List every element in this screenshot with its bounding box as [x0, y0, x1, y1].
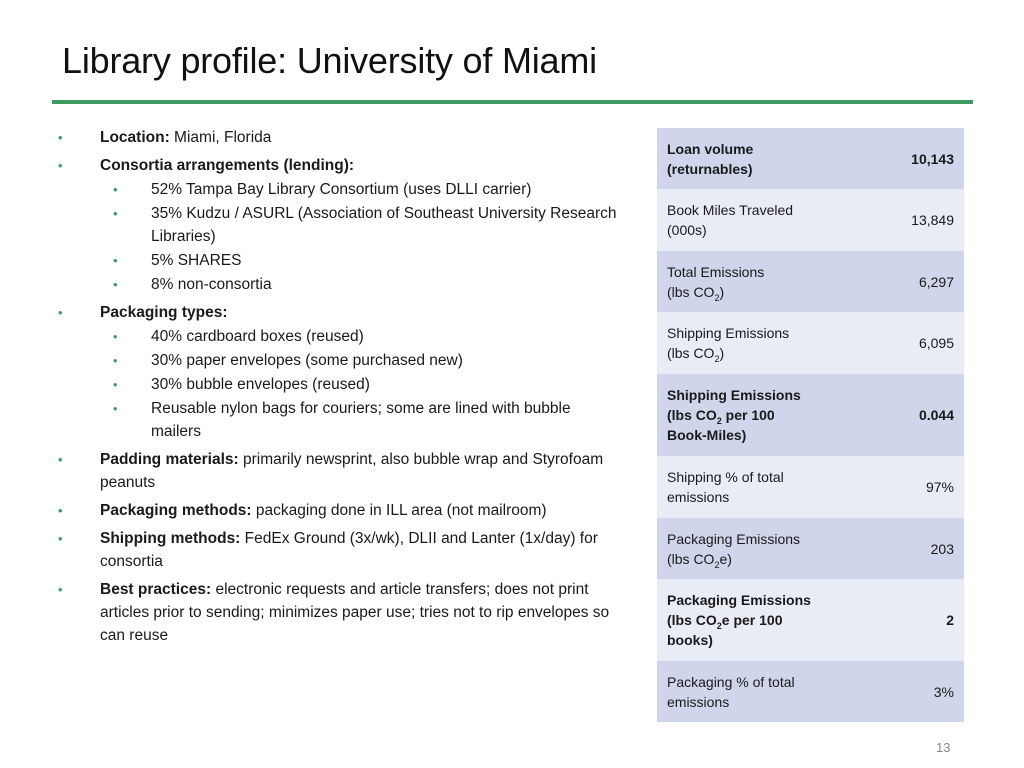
location-label: Location:	[100, 129, 170, 146]
bullet-packaging-methods	[58, 499, 618, 522]
bullet-icon: •	[58, 305, 63, 320]
row-label: Shipping % of total emissions	[667, 469, 784, 505]
sub-bullet-text: 35% Kudzu / ASURL (Association of Southeast University Research Libraries)	[151, 205, 617, 245]
bullet-list	[58, 126, 618, 652]
sub-bullet	[58, 349, 618, 372]
table-row-shipping-pct	[657, 456, 964, 518]
bullet-location	[58, 126, 618, 149]
sub-bullet-text: 30% bubble envelopes (reused)	[151, 376, 370, 393]
sub-bullet	[58, 373, 618, 396]
bullet-icon: •	[58, 130, 63, 145]
sub-bullet-text: 52% Tampa Bay Library Consortium (uses DLLI carrier)	[151, 181, 532, 198]
bullet-icon: •	[113, 353, 118, 368]
best-text: electronic requests and article transfers; does not print articles prior to sending; minimizes paper use; tries not to rip envelopes so can reuse	[100, 581, 610, 644]
row-label: Shipping Emissions (lbs $CO_2$)	[667, 325, 790, 364]
bullet-best-practices	[58, 578, 618, 647]
sub-bullet	[58, 397, 618, 443]
bullet-icon: •	[113, 182, 118, 197]
row-value: 203	[930, 540, 954, 557]
table-row-total-emissions	[657, 251, 964, 312]
padding-label: Padding materials:	[100, 451, 239, 468]
bullet-icon: •	[113, 377, 118, 392]
bullet-consortia-group	[58, 154, 618, 296]
row-value: 10,143	[911, 150, 954, 167]
bullet-icon: •	[58, 582, 63, 597]
methods-label: Packaging methods:	[100, 502, 252, 519]
row-value: 97%	[925, 479, 954, 495]
best-label: Best practices:	[100, 581, 212, 598]
row-value: 6,297	[918, 273, 954, 290]
padding-text: primarily newsprint, also bubble wrap and Styrofoam peanuts	[100, 451, 604, 491]
bullet-packaging-types	[58, 301, 618, 324]
shipping-text: FedEx Ground (3x/wk), DLII and Lanter (1x/day) for consortia	[100, 530, 598, 570]
sub-bullet-text: 5% SHARES	[151, 252, 242, 269]
row-value: 3%	[933, 683, 954, 700]
page-number: 13	[936, 740, 951, 755]
bullet-icon: •	[113, 206, 118, 221]
sub-bullet-text: 40% cardboard boxes (reused)	[151, 328, 364, 345]
row-value: 13,849	[911, 212, 954, 228]
table-row-shipping-emissions	[657, 312, 964, 374]
bullet-icon: •	[58, 531, 63, 546]
table-row-loan-volume	[657, 128, 964, 189]
table-row-packaging-per-100	[657, 579, 964, 661]
row-value: 2	[946, 612, 954, 628]
row-value: 6,095	[918, 335, 954, 351]
bullet-icon: •	[113, 329, 118, 344]
table-row-book-miles	[657, 189, 964, 251]
bullet-padding	[58, 448, 618, 494]
bullet-icon: •	[58, 158, 63, 173]
bullet-icon: •	[113, 277, 118, 292]
bullet-icon: •	[58, 452, 63, 467]
row-label: Shipping Emissions (lbs $CO_2$ per 100 Book-Miles)	[667, 387, 801, 443]
sub-bullet-text: Reusable nylon bags for couriers; some are lined with bubble mailers	[151, 400, 571, 440]
bullet-icon: •	[113, 253, 118, 268]
sub-bullet	[58, 202, 618, 248]
bullet-icon: •	[113, 401, 118, 416]
sub-bullet	[58, 325, 618, 348]
sub-bullet	[58, 178, 618, 201]
table-row-shipping-per-100	[657, 374, 964, 456]
sub-bullet	[58, 249, 618, 272]
row-label: Total Emissions (lbs $CO_2$)	[667, 263, 765, 303]
consortia-label: Consortia arrangements (lending):	[100, 157, 355, 174]
sub-bullet-text: 8% non-consortia	[151, 276, 272, 293]
slide-title: Library profile: University of Miami	[62, 40, 597, 81]
bullet-shipping	[58, 527, 618, 573]
table-row-packaging-emissions	[657, 518, 964, 579]
row-label: Book Miles Traveled (000s)	[667, 202, 794, 238]
packaging-types-label: Packaging types:	[100, 304, 228, 321]
table-row-packaging-pct	[657, 661, 964, 722]
metrics-table	[657, 128, 964, 722]
title-divider	[52, 100, 973, 104]
bullet-icon: •	[58, 503, 63, 518]
row-label: Packaging Emissions (lbs $CO_2e$)	[667, 530, 801, 570]
sub-bullet	[58, 273, 618, 296]
shipping-label: Shipping methods:	[100, 530, 241, 547]
location-text: Miami, Florida	[169, 129, 272, 146]
row-label: Loan volume (returnables)	[667, 140, 754, 177]
bullet-packaging-group	[58, 301, 618, 443]
row-label: Packaging Emissions (lbs $CO_2e$ per 100 books)	[667, 592, 811, 648]
row-value: 0.044	[918, 407, 954, 423]
methods-text: packaging done in ILL area (not mailroom)	[251, 502, 547, 519]
sub-bullet-text: 30% paper envelopes (some purchased new)	[151, 352, 463, 369]
bullet-consortia	[58, 154, 618, 177]
row-label: Packaging % of total emissions	[667, 673, 795, 710]
